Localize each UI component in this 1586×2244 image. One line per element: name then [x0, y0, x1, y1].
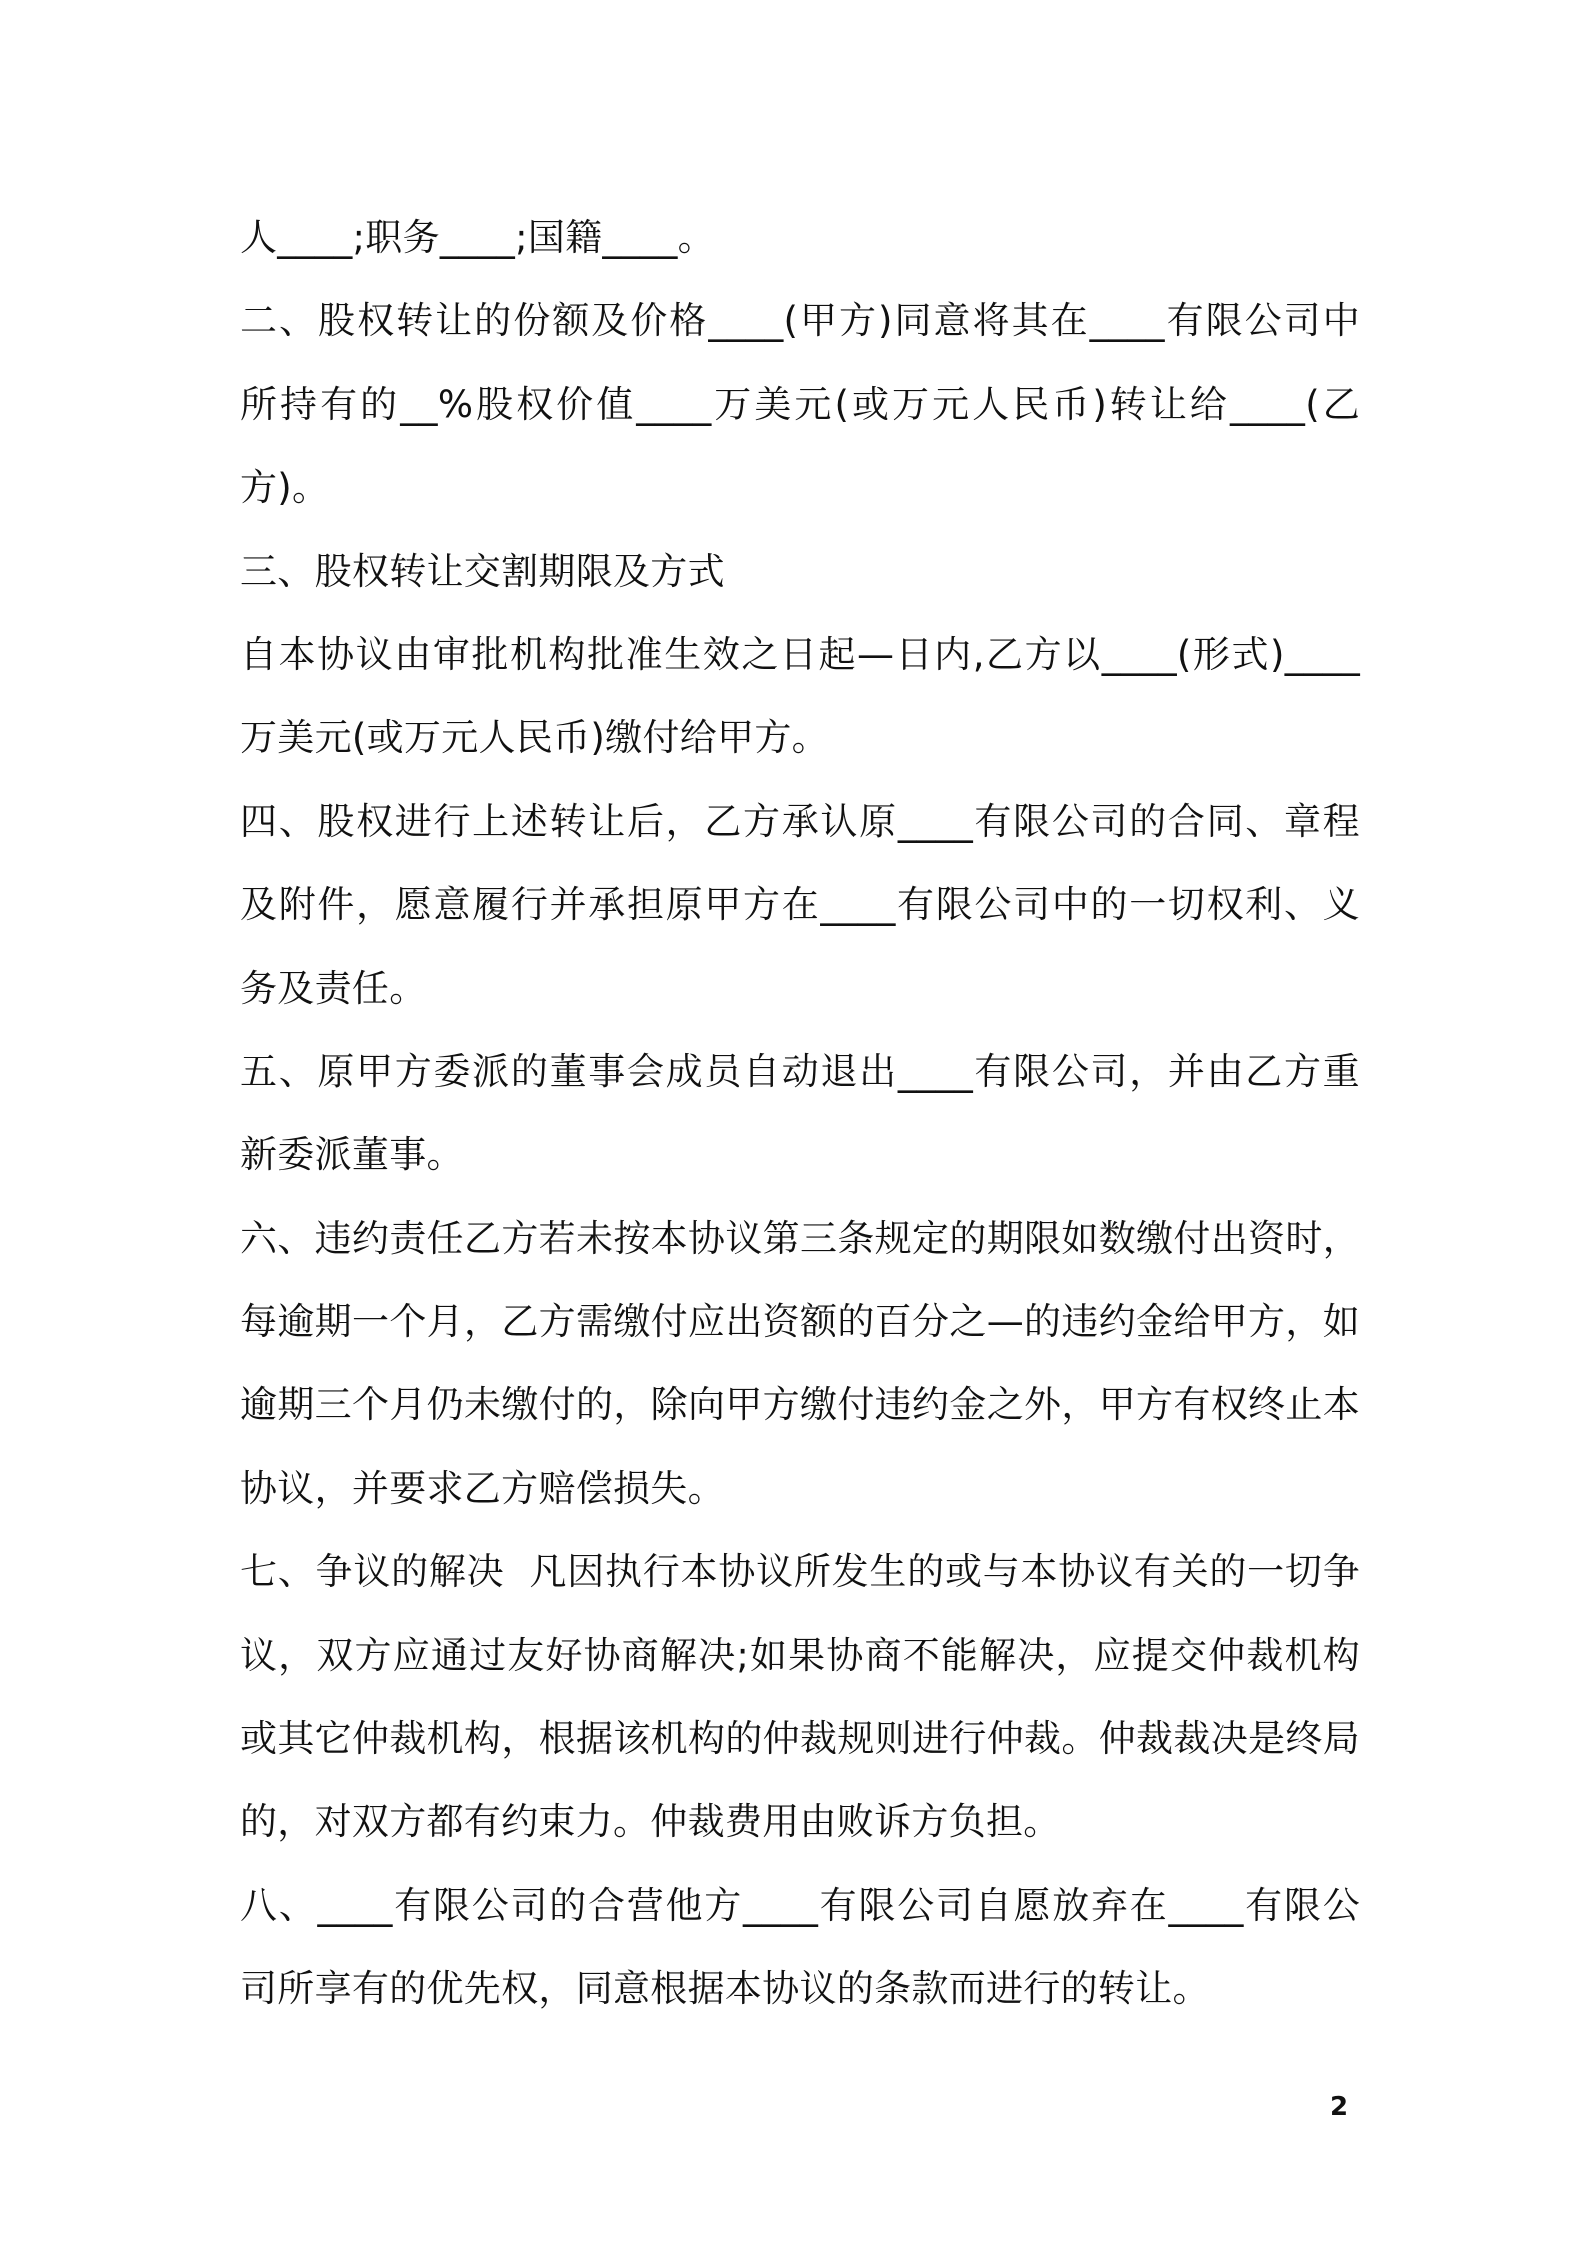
page-number: 2: [1330, 2092, 1349, 2122]
text-line: 或其它仲裁机构，根据该机构的仲裁规则进行仲裁。仲裁裁决是终局: [240, 1717, 1360, 1761]
text-line: 每逾期一个月，乙方需缴付应出资额的百分之—的违约金给甲方，如: [240, 1300, 1360, 1344]
text-line: 四、股权进行上述转让后，乙方承认原____有限公司的合同、章程: [240, 799, 1360, 843]
text-line: 协议，并要求乙方赔偿损失。: [240, 1466, 725, 1510]
text-line: 万美元(或万元人民币)缴付给甲方。: [240, 716, 829, 760]
text-line: 务及责任。: [240, 966, 427, 1010]
text-line: 人____;职务____;国籍____。: [240, 216, 715, 259]
text-line: 六、违约责任乙方若未按本协议第三条规定的期限如数缴付出资时，: [240, 1216, 1360, 1260]
section-heading: 三、股权转让交割期限及方式: [240, 549, 725, 593]
text-line: 议，双方应通过友好协商解决;如果协商不能解决，应提交仲裁机构: [240, 1633, 1360, 1677]
text-line: 方)。: [240, 466, 330, 510]
document-body: [240, 196, 1360, 2031]
text-line: 七、争议的解决 凡因执行本协议所发生的或与本协议有关的一切争: [240, 1550, 1360, 1594]
text-line: 所持有的__%股权价值____万美元(或万元人民币)转让给____(乙: [240, 382, 1360, 426]
text-line: 五、原甲方委派的董事会成员自动退出____有限公司，并由乙方重: [240, 1049, 1360, 1093]
text-line: 新委派董事。: [240, 1133, 464, 1177]
text-line: 八、____有限公司的合营他方____有限公司自愿放弃在____有限公: [240, 1883, 1360, 1927]
text-line: 司所享有的优先权，同意根据本协议的条款而进行的转让。: [240, 1967, 1210, 2011]
text-line: 逾期三个月仍未缴付的，除向甲方缴付违约金之外，甲方有权终止本: [240, 1383, 1360, 1427]
text-line: 的，对双方都有约束力。仲裁费用由败诉方负担。: [240, 1800, 1061, 1844]
text-line: 及附件，愿意履行并承担原甲方在____有限公司中的一切权利、义: [240, 883, 1360, 927]
text-line: 自本协议由审批机构批准生效之日起—日内,乙方以____(形式)____: [240, 632, 1360, 676]
text-line: 二、股权转让的份额及价格____(甲方)同意将其在____有限公司中: [240, 299, 1360, 343]
